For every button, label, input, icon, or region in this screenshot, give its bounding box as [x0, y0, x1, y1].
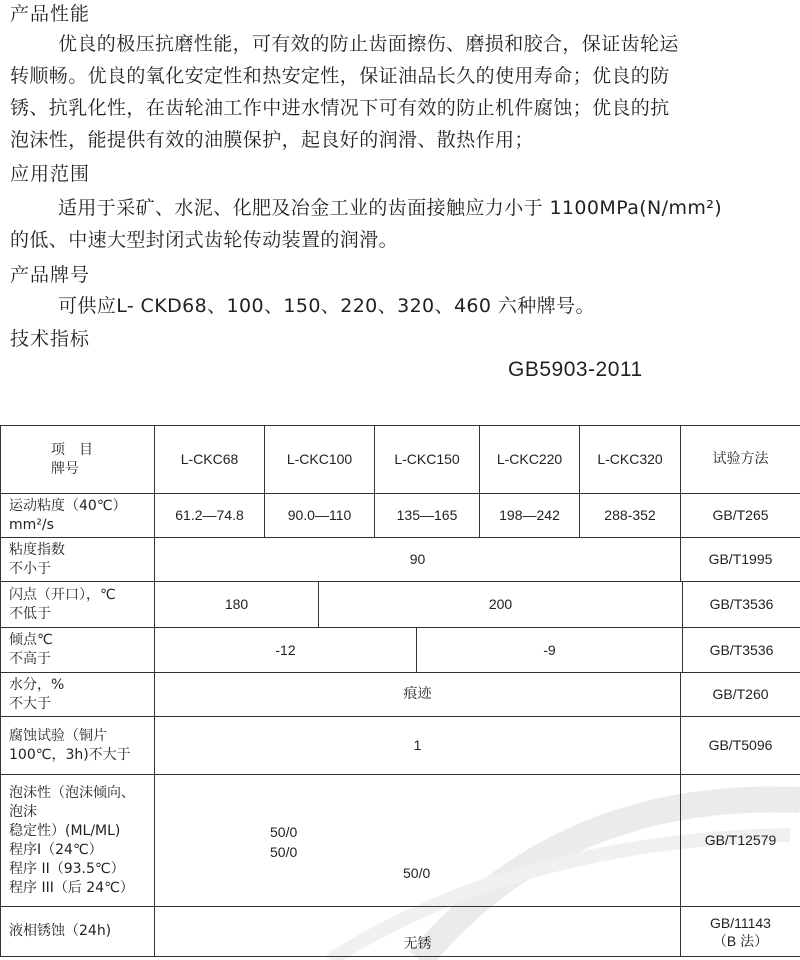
- performance-line: 优良的极压抗磨性能，可有效的防止齿面擦伤、磨损和胶合，保证齿轮运: [58, 33, 679, 55]
- value-cell: 90.0—110: [265, 494, 375, 538]
- row-label-line: 水分，%: [9, 676, 65, 693]
- header-grade: L-CKC68: [155, 426, 265, 494]
- value-cell: 1: [155, 717, 681, 775]
- value-cell: 135—165: [375, 494, 480, 538]
- row-label: 液相锈蚀（24h): [1, 907, 155, 957]
- performance-line: 锈、抗乳化性，在齿轮油工作中进水情况下可有效的防止机件腐蚀；优良的抗: [10, 97, 670, 119]
- row-label-line: 腐蚀试验（铜片: [9, 727, 107, 744]
- row-label: [1, 673, 155, 717]
- row-label: [1, 717, 155, 775]
- row-label-line: 泡沫: [9, 803, 37, 820]
- table-row-flash-point: [1, 582, 800, 628]
- foam-values-group: [270, 822, 297, 862]
- table-row-viscosity: [1, 494, 800, 538]
- row-label-line: 不低于: [9, 605, 51, 622]
- method-cell: GB/T265: [681, 494, 800, 538]
- row-label-line: 100℃，3h)不大于: [9, 746, 131, 763]
- table-header-row: [1, 426, 800, 494]
- row-label-line: 不大于: [9, 695, 51, 712]
- specs-title: 技术指标: [10, 328, 91, 350]
- pour-point-values: [155, 628, 800, 673]
- row-label-line: 稳定性）(ML/ML): [9, 822, 121, 839]
- flash-point-values: [155, 582, 800, 628]
- header-grade: L-CKC220: [480, 426, 580, 494]
- table-row-viscosity-index: [1, 538, 800, 582]
- value-cell: 200: [319, 582, 683, 627]
- method-cell: GB/T260: [681, 673, 800, 717]
- table-row-corrosion: [1, 717, 800, 775]
- row-label-line: 运动粘度（40℃）: [9, 497, 127, 514]
- row-label: [1, 538, 155, 582]
- performance-paragraph: [10, 28, 790, 156]
- performance-line: 泡沫性，能提供有效的油膜保护，起良好的润滑、散热作用；: [10, 129, 534, 151]
- value-cell: -9: [417, 628, 683, 672]
- grades-text: 可供应L- CKD68、100、150、220、320、460 六种牌号。: [58, 295, 595, 317]
- value-cell: 无锈: [155, 907, 681, 957]
- table-row-water: [1, 673, 800, 717]
- row-label-line: 程序I（24℃）: [9, 841, 103, 858]
- method-cell: GB/T3536: [709, 641, 774, 658]
- value-cell: 61.2—74.8: [155, 494, 265, 538]
- table-row-rust: [1, 907, 800, 957]
- table-row-pour-point: [1, 628, 800, 673]
- performance-line: 转顺畅。优良的氧化安定性和热安定性，保证油品长久的使用寿命；优良的防: [10, 65, 670, 87]
- value-cell: 90: [155, 538, 681, 582]
- value-cell: 180: [155, 582, 319, 627]
- row-label: [1, 628, 155, 673]
- foam-values: [155, 775, 681, 907]
- application-line: 的低、中速大型封闭式齿轮传动装置的润滑。: [10, 229, 399, 251]
- method-cell: GB/T12579: [681, 775, 800, 907]
- method-cell: [681, 907, 800, 957]
- spec-table: [0, 425, 800, 957]
- row-label-line: 不高于: [9, 651, 51, 667]
- header-grade: L-CKC150: [375, 426, 480, 494]
- row-label: [1, 582, 155, 628]
- method-cell: GB/T3536: [709, 596, 774, 612]
- method-line: GB/11143: [710, 914, 771, 931]
- value-cell: 50/0: [270, 844, 298, 860]
- table-row-foam: [1, 775, 800, 907]
- row-label: [1, 494, 155, 538]
- header-method: 试验方法: [681, 426, 800, 494]
- row-label-line: 泡沫性（泡沫倾向、: [9, 784, 135, 801]
- application-paragraph: [10, 192, 790, 256]
- value-cell: -12: [155, 628, 417, 672]
- value-cell: 50/0: [270, 824, 298, 840]
- header-item-cell: [1, 426, 155, 494]
- header-grade: L-CKC100: [265, 426, 375, 494]
- value-cell: 288-352: [580, 494, 681, 538]
- method-line: （B 法）: [712, 932, 769, 949]
- row-label-line: 程序 III（后 24℃）: [9, 879, 134, 896]
- value-cell: 痕迹: [155, 673, 681, 717]
- row-label-line: 不小于: [9, 560, 51, 577]
- row-label-line: 倾点℃: [9, 632, 53, 648]
- value-cell: 50/0: [403, 865, 431, 881]
- performance-title: 产品性能: [10, 3, 91, 25]
- header-grade-label: 牌号: [51, 460, 79, 477]
- row-label-line: 程序 II（93.5℃）: [9, 860, 125, 877]
- application-title: 应用范围: [10, 163, 91, 185]
- standard-number: GB5903-2011: [508, 358, 643, 381]
- row-label: [1, 775, 155, 907]
- method-cell: GB/T1995: [681, 538, 800, 582]
- value-cell: 198—242: [480, 494, 580, 538]
- header-grade: L-CKC320: [580, 426, 681, 494]
- row-label-line: 粘度指数: [9, 541, 65, 558]
- header-item-label: 项 目: [51, 441, 93, 458]
- row-label-line: 闪点（开口），℃: [9, 586, 116, 603]
- method-cell: GB/T5096: [681, 717, 800, 775]
- application-line: 适用于采矿、水泥、化肥及冶金工业的齿面接触应力小于 1100MPa(N/mm²): [58, 197, 723, 219]
- row-label-line: mm²/s: [9, 516, 54, 533]
- grades-title: 产品牌号: [10, 264, 91, 286]
